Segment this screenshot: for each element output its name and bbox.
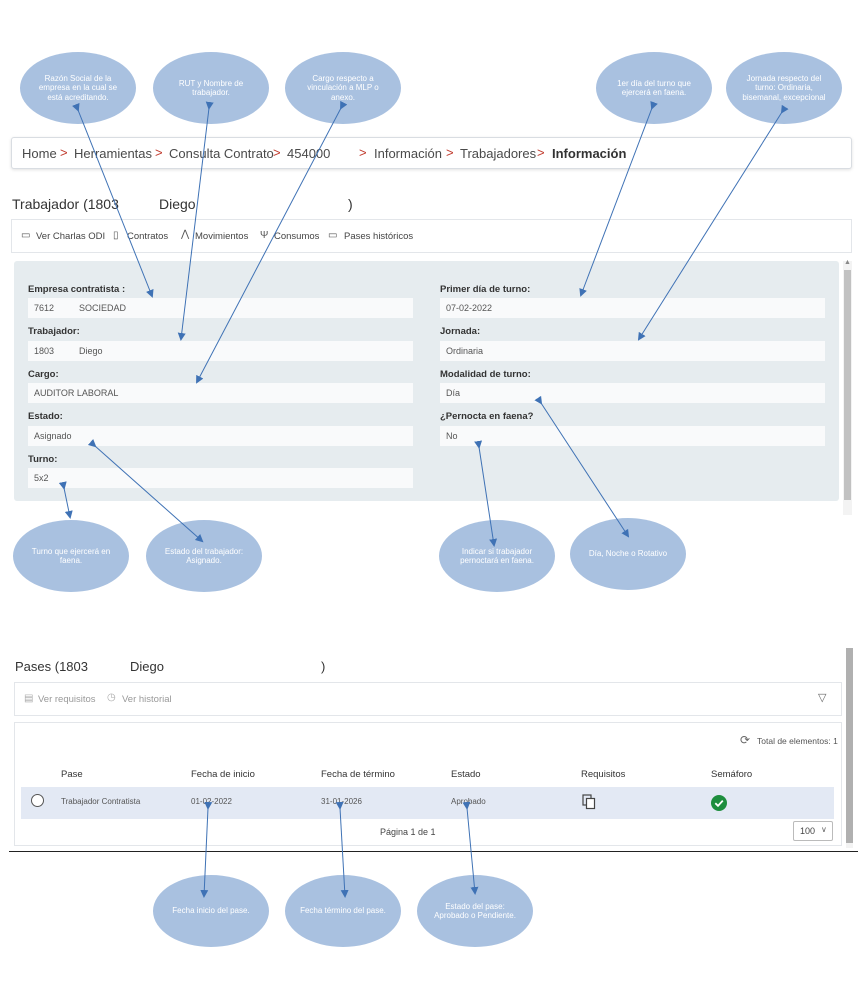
jornada-field: Ordinaria [440,341,825,361]
empresa-field: 7612 SOCIEDAD [28,298,413,318]
annotation-estado-pase: Estado del pase: Aprobado o Pendiente. [417,875,533,947]
breadcrumb-separator-icon: > [273,145,281,160]
pases-title-prefix: Pases (1803 [15,659,88,674]
ver-historial-button[interactable]: Ver historial [122,694,172,705]
annotation-modalidad: Día, Noche o Rotativo [570,518,686,590]
chevron-down-icon: ∨ [821,825,827,834]
breadcrumb-separator-icon: > [446,145,454,160]
breadcrumb-contrato-id[interactable]: 454000 [287,146,331,161]
arrow-empresa [78,110,152,296]
history-icon: ◷ [107,692,116,703]
column-header-requisitos[interactable]: Requisitos [581,769,626,780]
annotation-fecha-inicio: Fecha inicio del pase. [153,875,269,947]
column-header-fecha-termino[interactable]: Fecha de término [321,769,395,780]
arrow-modalidad [541,403,628,536]
filter-icon[interactable]: ▽ [818,692,827,704]
breadcrumb-consulta-contrato[interactable]: Consulta Contrato [169,146,274,161]
empresa-label: Empresa contratista : [28,284,126,295]
arrow-jornada [639,112,782,339]
worker-title-suffix: ) [348,196,353,212]
annotation-primer-dia: 1er día del turno que ejercerá en faena. [596,52,712,124]
annotation-jornada: Jornada respecto del turno: Ordinaria, bisemanal, excepcional [726,52,842,124]
cell-estado: Aprobado [451,797,486,806]
breadcrumb-home[interactable]: Home [22,146,57,161]
modalidad-label: Modalidad de turno: [440,369,531,380]
breadcrumb-trabajadores[interactable]: Trabajadores [460,146,537,161]
column-header-pase[interactable]: Pase [61,769,83,780]
trabajador-label: Trabajador: [28,326,80,337]
clipboard-icon: ▤ [24,693,34,704]
worker-title-prefix: Trabajador (1803 [12,196,119,212]
breadcrumb-informacion[interactable]: Información [374,146,442,161]
arrow-turno [64,488,70,517]
modalidad-field: Día [440,383,825,403]
column-header-semaforo[interactable]: Semáforo [711,769,753,780]
turno-field: 5x2 [28,468,413,488]
annotation-rut-nombre: RUT y Nombre de trabajador. [153,52,269,124]
turno-label: Turno: [28,454,58,465]
refresh-icon[interactable]: ⟳ [740,733,751,747]
contratos-button[interactable]: Contratos [127,231,169,242]
annotation-pernocta: Indicar si trabajador pernoctará en faena. [439,520,555,592]
arrow-trabajador [181,108,209,339]
total-elements: Total de elementos: 1 [757,736,838,746]
arrow-cargo [197,108,341,382]
annotation-turno: Turno que ejercerá en faena. [13,520,129,592]
walking-icon: ⋀ [181,229,190,240]
breadcrumb-separator-icon: > [537,145,545,160]
arrow-primer-dia [581,108,652,295]
document-icon: ▯ [113,230,119,241]
worker-title-name: Diego [159,196,196,212]
column-header-estado[interactable]: Estado [451,769,481,780]
pases-title-name: Diego [130,659,164,674]
cell-pase: Trabajador Contratista [61,797,141,806]
arrow-estado-pase [467,808,475,893]
id-card-icon: ▭ [328,230,338,241]
jornada-label: Jornada: [440,326,481,337]
ver-requisitos-button[interactable]: Ver requisitos [38,694,96,705]
estado-field: Asignado [28,426,413,446]
annotation-cargo: Cargo respecto a vinculación a MLP o anexo. [285,52,401,124]
arrow-fecha-termino [340,808,345,896]
column-header-fecha-inicio[interactable]: Fecha de inicio [191,769,255,780]
breadcrumb-current: Información [552,146,627,161]
cell-fecha-inicio: 01-02-2022 [191,797,232,806]
page-size-value: 100 [800,826,816,836]
breadcrumb-separator-icon: > [155,145,163,160]
annotation-estado-trabajador: Estado del trabajador: Asignado. [146,520,262,592]
ver-charlas-odi-button[interactable]: Ver Charlas ODI [36,231,106,242]
cargo-label: Cargo: [28,369,59,380]
scroll-up-icon[interactable]: ▲ [844,259,851,266]
arrow-pernocta [479,447,494,545]
pases-title-suffix: ) [321,659,326,674]
primer-dia-field: 07-02-2022 [440,298,825,318]
arrow-estado [95,446,202,541]
pernocta-label: ¿Pernocta en faena? [440,411,534,422]
breadcrumb-separator-icon: > [60,145,68,160]
movimientos-button[interactable]: Movimientos [195,231,249,242]
breadcrumb-herramientas[interactable]: Herramientas [74,146,153,161]
arrow-fecha-inicio [204,808,208,896]
consumos-button[interactable]: Consumos [274,231,320,242]
primer-dia-label: Primer día de turno: [440,284,531,295]
breadcrumb-separator-icon: > [359,145,367,160]
id-card-icon: ▭ [21,230,31,241]
cell-fecha-termino: 31-01-2026 [321,797,362,806]
trabajador-field: 1803 Diego [28,341,413,361]
annotation-fecha-termino: Fecha término del pase. [285,875,401,947]
fork-knife-icon: Ψ [260,230,269,241]
pagination-label: Página 1 de 1 [380,827,436,837]
estado-label: Estado: [28,411,63,422]
pases-historicos-button[interactable]: Pases históricos [344,231,414,242]
pernocta-field: No [440,426,825,446]
annotation-razon-social: Razón Social de la empresa en la cual se está acreditando. [20,52,136,124]
cargo-field: AUDITOR LABORAL [28,383,413,403]
